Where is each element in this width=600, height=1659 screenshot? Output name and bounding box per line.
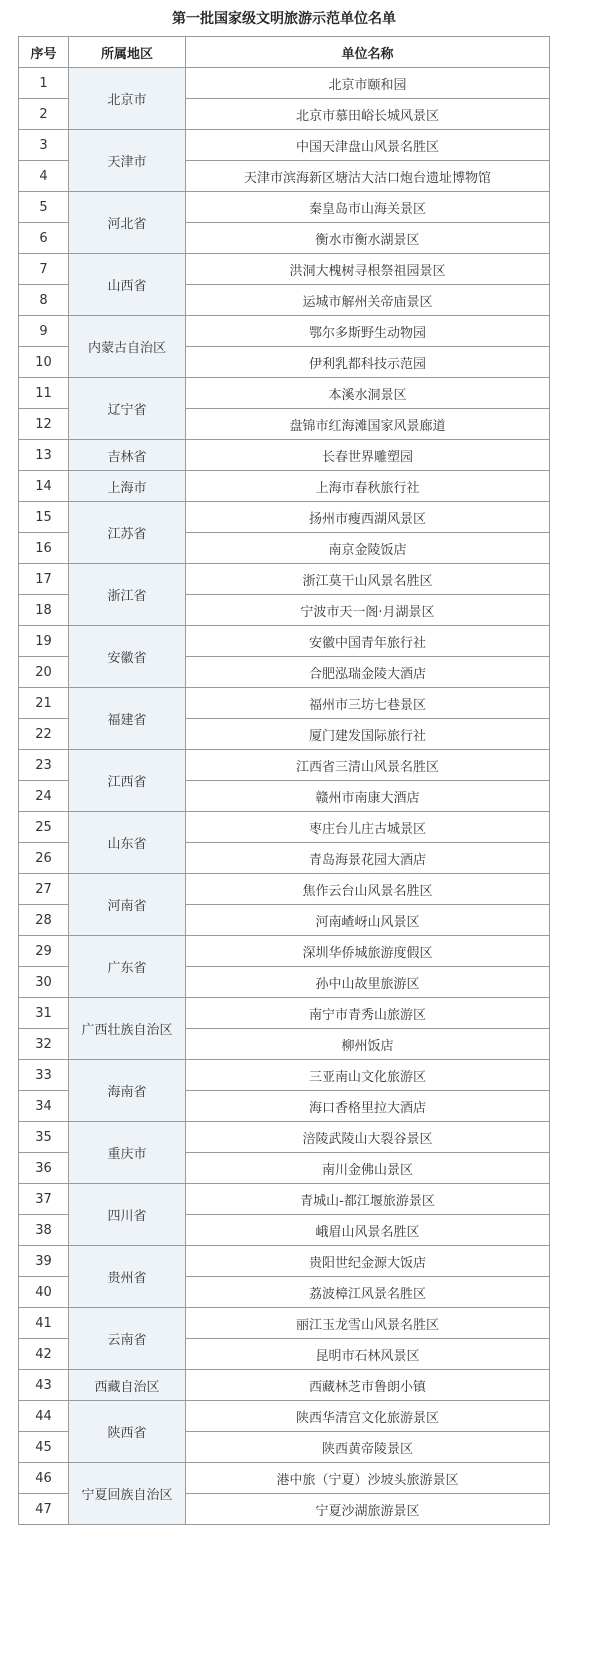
serial-number-cell: 6 xyxy=(19,223,69,254)
serial-number-cell: 2 xyxy=(19,99,69,130)
table-row xyxy=(19,998,550,1029)
serial-number-cell: 3 xyxy=(19,130,69,161)
unit-name-cell: 陕西黄帝陵景区 xyxy=(186,1432,550,1463)
table-row xyxy=(19,688,550,719)
region-cell: 浙江省 xyxy=(69,564,186,626)
unit-name-cell: 上海市春秋旅行社 xyxy=(186,471,550,502)
serial-number-cell: 39 xyxy=(19,1246,69,1277)
serial-number-cell: 47 xyxy=(19,1494,69,1525)
region-cell: 重庆市 xyxy=(69,1122,186,1184)
unit-name-cell: 荔波樟江风景名胜区 xyxy=(186,1277,550,1308)
region-cell: 河北省 xyxy=(69,192,186,254)
region-cell: 广西壮族自治区 xyxy=(69,998,186,1060)
table-row xyxy=(19,192,550,223)
serial-number-cell: 43 xyxy=(19,1370,69,1401)
unit-name-cell: 港中旅（宁夏）沙坡头旅游景区 xyxy=(186,1463,550,1494)
serial-number-cell: 16 xyxy=(19,533,69,564)
serial-number-cell: 44 xyxy=(19,1401,69,1432)
region-cell: 江苏省 xyxy=(69,502,186,564)
region-cell: 吉林省 xyxy=(69,440,186,471)
region-cell: 天津市 xyxy=(69,130,186,192)
table-row xyxy=(19,936,550,967)
serial-number-cell: 17 xyxy=(19,564,69,595)
unit-name-cell: 合肥泓瑞金陵大酒店 xyxy=(186,657,550,688)
unit-name-cell: 贵阳世纪金源大饭店 xyxy=(186,1246,550,1277)
serial-number-cell: 5 xyxy=(19,192,69,223)
table-row xyxy=(19,316,550,347)
unit-name-cell: 衡水市衡水湖景区 xyxy=(186,223,550,254)
unit-name-cell: 运城市解州关帝庙景区 xyxy=(186,285,550,316)
header-region: 所属地区 xyxy=(69,37,186,68)
table-row xyxy=(19,502,550,533)
unit-name-cell: 涪陵武陵山大裂谷景区 xyxy=(186,1122,550,1153)
region-cell: 上海市 xyxy=(69,471,186,502)
region-cell: 西藏自治区 xyxy=(69,1370,186,1401)
region-cell: 广东省 xyxy=(69,936,186,998)
unit-name-cell: 北京市慕田峪长城风景区 xyxy=(186,99,550,130)
unit-name-cell: 福州市三坊七巷景区 xyxy=(186,688,550,719)
unit-name-cell: 浙江莫干山风景名胜区 xyxy=(186,564,550,595)
table-row xyxy=(19,1060,550,1091)
serial-number-cell: 38 xyxy=(19,1215,69,1246)
unit-name-cell: 孙中山故里旅游区 xyxy=(186,967,550,998)
serial-number-cell: 25 xyxy=(19,812,69,843)
table-row xyxy=(19,471,550,502)
table-row xyxy=(19,1401,550,1432)
serial-number-cell: 45 xyxy=(19,1432,69,1463)
region-cell: 海南省 xyxy=(69,1060,186,1122)
table-row xyxy=(19,1122,550,1153)
table-row xyxy=(19,626,550,657)
region-cell: 山东省 xyxy=(69,812,186,874)
unit-name-cell: 枣庄台儿庄古城景区 xyxy=(186,812,550,843)
serial-number-cell: 24 xyxy=(19,781,69,812)
table-row xyxy=(19,564,550,595)
unit-name-cell: 河南嵖岈山风景区 xyxy=(186,905,550,936)
region-cell: 福建省 xyxy=(69,688,186,750)
unit-name-cell: 赣州市南康大酒店 xyxy=(186,781,550,812)
unit-name-cell: 柳州饭店 xyxy=(186,1029,550,1060)
unit-name-cell: 北京市颐和园 xyxy=(186,68,550,99)
serial-number-cell: 15 xyxy=(19,502,69,533)
serial-number-cell: 41 xyxy=(19,1308,69,1339)
serial-number-cell: 40 xyxy=(19,1277,69,1308)
table-row xyxy=(19,812,550,843)
unit-name-cell: 青城山-都江堰旅游景区 xyxy=(186,1184,550,1215)
unit-name-cell: 峨眉山风景名胜区 xyxy=(186,1215,550,1246)
region-cell: 陕西省 xyxy=(69,1401,186,1463)
serial-number-cell: 35 xyxy=(19,1122,69,1153)
serial-number-cell: 33 xyxy=(19,1060,69,1091)
table-row xyxy=(19,1370,550,1401)
region-cell: 北京市 xyxy=(69,68,186,130)
serial-number-cell: 27 xyxy=(19,874,69,905)
serial-number-cell: 37 xyxy=(19,1184,69,1215)
table-row xyxy=(19,130,550,161)
serial-number-cell: 18 xyxy=(19,595,69,626)
unit-name-cell: 盘锦市红海滩国家风景廊道 xyxy=(186,409,550,440)
unit-name-cell: 西藏林芝市鲁朗小镇 xyxy=(186,1370,550,1401)
unit-name-cell: 中国天津盘山风景名胜区 xyxy=(186,130,550,161)
unit-name-cell: 扬州市瘦西湖风景区 xyxy=(186,502,550,533)
unit-name-cell: 洪洞大槐树寻根祭祖园景区 xyxy=(186,254,550,285)
serial-number-cell: 23 xyxy=(19,750,69,781)
table-row xyxy=(19,874,550,905)
serial-number-cell: 26 xyxy=(19,843,69,874)
unit-name-cell: 伊利乳都科技示范园 xyxy=(186,347,550,378)
unit-name-cell: 厦门建发国际旅行社 xyxy=(186,719,550,750)
unit-name-cell: 秦皇岛市山海关景区 xyxy=(186,192,550,223)
serial-number-cell: 30 xyxy=(19,967,69,998)
unit-name-cell: 本溪水洞景区 xyxy=(186,378,550,409)
table-row xyxy=(19,378,550,409)
serial-number-cell: 19 xyxy=(19,626,69,657)
header-serial-number: 序号 xyxy=(19,37,69,68)
unit-name-cell: 江西省三清山风景名胜区 xyxy=(186,750,550,781)
serial-number-cell: 14 xyxy=(19,471,69,502)
table-row xyxy=(19,68,550,99)
unit-name-cell: 焦作云台山风景名胜区 xyxy=(186,874,550,905)
serial-number-cell: 28 xyxy=(19,905,69,936)
table-body xyxy=(19,68,550,1525)
region-cell: 安徽省 xyxy=(69,626,186,688)
unit-name-cell: 南京金陵饭店 xyxy=(186,533,550,564)
table-header-row xyxy=(19,37,550,68)
unit-name-cell: 南宁市青秀山旅游区 xyxy=(186,998,550,1029)
region-cell: 河南省 xyxy=(69,874,186,936)
unit-name-cell: 三亚南山文化旅游区 xyxy=(186,1060,550,1091)
header-unit-name: 单位名称 xyxy=(186,37,550,68)
serial-number-cell: 20 xyxy=(19,657,69,688)
unit-name-cell: 陕西华清宫文化旅游景区 xyxy=(186,1401,550,1432)
serial-number-cell: 13 xyxy=(19,440,69,471)
serial-number-cell: 11 xyxy=(19,378,69,409)
unit-name-cell: 安徽中国青年旅行社 xyxy=(186,626,550,657)
serial-number-cell: 9 xyxy=(19,316,69,347)
region-cell: 云南省 xyxy=(69,1308,186,1370)
unit-name-cell: 鄂尔多斯野生动物园 xyxy=(186,316,550,347)
region-cell: 贵州省 xyxy=(69,1246,186,1308)
region-cell: 内蒙古自治区 xyxy=(69,316,186,378)
region-cell: 辽宁省 xyxy=(69,378,186,440)
table-row xyxy=(19,1184,550,1215)
unit-name-cell: 长春世界雕塑园 xyxy=(186,440,550,471)
serial-number-cell: 42 xyxy=(19,1339,69,1370)
table-row xyxy=(19,440,550,471)
region-cell: 江西省 xyxy=(69,750,186,812)
region-cell: 山西省 xyxy=(69,254,186,316)
serial-number-cell: 22 xyxy=(19,719,69,750)
serial-number-cell: 21 xyxy=(19,688,69,719)
serial-number-cell: 12 xyxy=(19,409,69,440)
unit-name-cell: 南川金佛山景区 xyxy=(186,1153,550,1184)
page-title: 第一批国家级文明旅游示范单位名单 xyxy=(172,11,396,27)
unit-name-cell: 宁夏沙湖旅游景区 xyxy=(186,1494,550,1525)
table-row xyxy=(19,750,550,781)
unit-name-cell: 宁波市天一阁·月湖景区 xyxy=(186,595,550,626)
unit-name-cell: 海口香格里拉大酒店 xyxy=(186,1091,550,1122)
unit-name-cell: 青岛海景花园大酒店 xyxy=(186,843,550,874)
serial-number-cell: 1 xyxy=(19,68,69,99)
region-cell: 四川省 xyxy=(69,1184,186,1246)
region-cell: 宁夏回族自治区 xyxy=(69,1463,186,1525)
serial-number-cell: 4 xyxy=(19,161,69,192)
table-row xyxy=(19,1246,550,1277)
serial-number-cell: 8 xyxy=(19,285,69,316)
unit-list-table xyxy=(18,36,550,1525)
unit-name-cell: 丽江玉龙雪山风景名胜区 xyxy=(186,1308,550,1339)
serial-number-cell: 32 xyxy=(19,1029,69,1060)
table-row xyxy=(19,254,550,285)
table-row xyxy=(19,1463,550,1494)
serial-number-cell: 34 xyxy=(19,1091,69,1122)
serial-number-cell: 29 xyxy=(19,936,69,967)
serial-number-cell: 46 xyxy=(19,1463,69,1494)
serial-number-cell: 36 xyxy=(19,1153,69,1184)
serial-number-cell: 31 xyxy=(19,998,69,1029)
serial-number-cell: 10 xyxy=(19,347,69,378)
table-row xyxy=(19,1308,550,1339)
unit-name-cell: 天津市滨海新区塘沽大沽口炮台遗址博物馆 xyxy=(186,161,550,192)
serial-number-cell: 7 xyxy=(19,254,69,285)
unit-name-cell: 深圳华侨城旅游度假区 xyxy=(186,936,550,967)
unit-name-cell: 昆明市石林风景区 xyxy=(186,1339,550,1370)
